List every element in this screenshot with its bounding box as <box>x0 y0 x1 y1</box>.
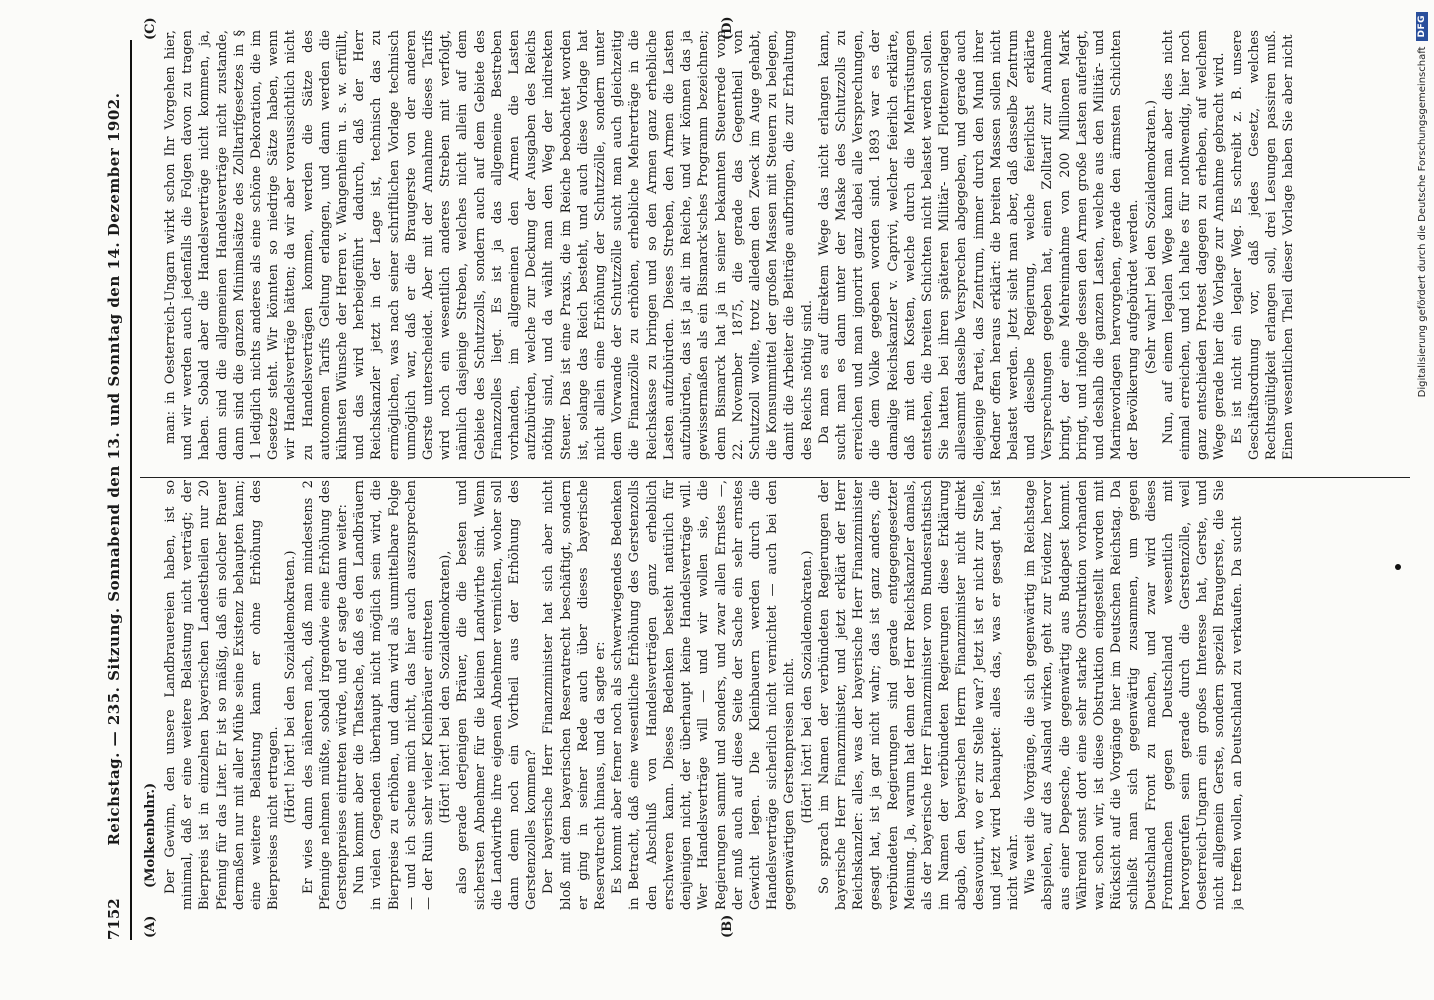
margin-dot <box>1395 564 1401 570</box>
margin-label-a: (A) <box>143 915 158 938</box>
paragraph: Wie weit die Vorgänge, die sich gegenwärtig im Reichstage abspielen, auf das Ausland wirken, geht zur Evidenz hervor aus einer Depesche, die gegenwärtig aus Budapest kommt. Während sonst dort eine sehr starke Obstruktion vorhanden war, schon wir, ist diese Obstruktion eingestellt worden mit Rücksicht auf die Vorgänge hier im Deutschen Reichstag. Da schließt man sich gegenwärtig zusammen, um gegen Deutschland Front zu machen, und zwar wird dieses Frontmachen gegen Deutschland wesentlich mit hervorgerufen sein gerade durch die Gerstenzölle, weil Oesterreich-Ungarn ein großes Interesse hat, Gerste, und nicht allgemein Gerste, sondern speziell Braugerste, die Sie ja treffen wollen, an Deutschland zu verkaufen. Da sucht <box>1023 480 1245 910</box>
paragraph: (Hört! hört! bei den Sozialdemokraten.) <box>799 550 815 824</box>
credit-line <box>1410 0 1434 1000</box>
column-divider <box>140 477 1410 478</box>
paragraph: Da man es auf direktem Wege das nicht erlangen kann, sucht man es dann unter der Maske des Schutzzolls zu erreichen und man ignorirt ganz dabei alle Versprechungen, die dem Volke gegeben worden sind. 1893 war es der damalige Reichskanzler v. Caprivi, welcher feierlich erklärte, daß mit den Kosten, welche durch die Mehrrüstungen entstehen, die breiten Schichten nicht belastet werden sollen. Sie hatten bei ihren späteren Militär- und Flottenvorlagen allesammt dasselbe Versprechen abgegeben, und gerade auch diejenige Partei, das Zentrum, immer durch den Mund ihrer Redner offen heraus erklärt: die breiten Massen sollen nicht belastet werden. Jetzt sieht man aber, daß dasselbe Zentrum und dieselbe Regierung, welche feierlichst erklärte Versprechungen gegeben hat, einen Zolltarif zur Annahme bringt, der eine Mehreinnahme von 200 Millionen Mark bringt, und infolge dessen den Armen große Lasten auferlegt, und deshalb die ganzen Lasten, welche aus den Militär- und Marinevorlagen hervorgehen, gerade den ärmsten Schichten der Bevölkerung aufgebürdet werden. <box>816 30 1142 460</box>
paragraph: Nun kommt aber die Thatsache, daß es den Landbräuern in vielen Gegenden überhaupt nicht möglich sein wird, die Bierpreise zu erhöhen, und dann wird als unmittelbare Folge — und ich scheue mich nicht, das hier auch auszusprechen — der Ruin sehr vieler Kleinbräuer eintreten <box>352 480 437 910</box>
right-column <box>162 30 1402 460</box>
dfg-logo: DFG <box>1416 12 1428 41</box>
page-number: 7152 <box>105 898 123 940</box>
paragraph: Der Gewinn, den unsere Landbrauereien haben, ist so minimal, daß er eine weitere Belastung nicht verträgt; der Bierpreis ist in einzelnen bayerischen Landestheilen nur 20 Pfennig für das Liter. Er ist so mäßig, daß ein solcher Brauer dermaßen nur mit aller Mühe seine Existenz behaupten kann; eine weitere Belastung kann er ohne Erhöhung des Bierpreises nicht ertragen. <box>163 480 282 910</box>
paragraph: Es kommt aber ferner noch als schwerwiegendes Bedenken in Betracht, daß eine wesentliche Erhöhung des Gerstenzolls den Abschluß von Handelsverträgen ganz erheblich erschweren kann. Dieses Bedenken besteht natürlich für denjenigen nicht, der überhaupt keine Handelsverträge will. Wer Handelsverträge will — und wir wollen sie, die Regierungen sammt und sonders, und zwar allen Ernstes —, der muß auch auf diese Seite der Sache ein sehr ernstes Gewicht legen. Die Kleinbauern werden durch die Handelsverträge sicherlich nicht vernichtet — auch bei den gegenwärtigen Gerstenpreisen nicht. <box>610 480 798 910</box>
paragraph: Er wies dann des näheren nach, daß man mindestens 2 Pfennige nehmen müßte, sobald irgendwie eine Erhöhung des Gerstenpreises eintreten würde, und er sagte dann weiter: <box>300 480 351 910</box>
paragraph: man: in Oesterreich-Ungarn wirkt schon Ihr Vorgehen hier, und wir werden auch jedenfalls die Folgen davon zu tragen haben. Sobald aber die Handelsverträge nicht kommen, ja, dann sind die allgemeinen Handelsverträge nicht zustande, dann sind die ganzen Minimalsätze des Zolltarifgesetzes in § 1 lediglich nichts anderes als eine schöne Dekoration, die im Gesetze steht. Wir könnten so niedrige Sätze haben, wenn wir Handelsverträge hätten; da wir aber voraussichtlich nicht zu Handelsverträgen kommen, werden die Sätze des autonomen Tarifs Geltung erlangen, und dann werden die kühnsten Wünsche der Herren v. Wangenheim u. s. w. erfüllt, und das wird herbeigeführt dadurch, daß der Herr Reichskanzler jetzt in der Lage ist, technisch das zu ermöglichen, was nach seiner schriftlichen Vorlage technisch unmöglich war, daß er die Braugerste von der anderen Gerste unterscheidet. Aber mit der Annahme dieses Tarifs wird noch ein wesentlich anderes Streben mit verfolgt, nämlich dasjenige Streben, welches nicht allein auf dem Gebiete des Schutzzolls, sondern auch auf dem Gebiete des Finanzzolles liegt. Es ist ja das allgemeine Bestreben vorhanden, im allgemeinen den Armen die Lasten aufzubürden, welche zur Deckung der Ausgaben des Reichs nöthig sind, und da wählt man den Weg der indirekten Steuer. Das ist eine Praxis, die im Reiche beobachtet worden ist, solange das Reich besteht, und auch diese Vorlage hat nicht allein eine Erhöhung der Schutzzölle, sondern unter dem Vorwande der Schutzzölle sucht man auch gleichzeitig die Finanzzölle zu erhöhen, erhebliche Mehrerträge in die Reichskasse zu bringen und so den Armen ganz erhebliche Lasten aufzubürden. Dieses Streben, den Armen die Lasten aufzubürden, das ist ja alt im Reiche, und wir können das ja gewissermaßen als ein Bismarck'sches Programm bezeichnen; denn Bismarck hat ja in seiner bekannten Steuerrede vom 22. November 1875, die gerade das Gegentheil von Schutzzoll wollte, trotz alledem den Zweck im Auge gehabt, die Konsummittel der großen Massen mit Steuern zu belegen, damit die Arbeiter die Beiträge aufbringen, die zur Erhaltung des Reichs nöthig sind. <box>163 30 815 460</box>
paragraph: also gerade derjenigen Bräuer, die die besten und sichersten Abnehmer für die kleinen Landwirthe sind. Wenn die Landwirthe ihre eigenen Abnehmer vernichten, woher soll dann denn noch ein Vortheil aus der Erhöhung des Gerstenzolles kommen? <box>455 480 540 910</box>
paragraph: (Sehr wahr! bei den Sozialdemokraten.) <box>1143 99 1159 375</box>
speaker-label: (Molkenbuhr.) <box>143 782 158 888</box>
left-column <box>162 480 1402 910</box>
paragraph: Der bayerische Herr Finanzminister hat sich aber nicht bloß mit dem bayerischen Reservatrecht beschäftigt, sondern er ging in seiner Rede auch über dieses bayerische Reservatrecht hinaus, und da sagte er: <box>541 480 609 910</box>
header-rule <box>130 40 132 940</box>
page-header <box>100 40 128 940</box>
credit-text: Digitalisierung gefördert durch die Deutsche Forschungsgemeinschaft <box>1416 46 1428 398</box>
paragraph: So sprach im Namen der verbündeten Regierungen der bayerische Herr Finanzminister, und jetzt erklärt der Herr Reichskanzler: alles, was der bayerische Herr Finanzminister gesagt hat, ist ja gar nicht wahr; das ist ganz anders, die verbündeten Regierungen sind gerade entgegengesetzter Meinung. Ja, warum hat denn der Herr Reichskanzler damals, als der bayerische Herr Finanzminister vom Bundesrathstisch im Namen der verbündeten Regierungen diese Erklärung abgab, den bayerischen Herrn Finanzminister nicht direkt desavouirt, wo er zur Stelle war? Jetzt ist er nicht zur Stelle, und jetzt wird behauptet: alles das, was er gesagt hat, ist nicht wahr. <box>816 480 1021 910</box>
page-title: Reichstag. — 235. Sitzung. Sonnabend den 13. und Sonntag den 14. Dezember 1902. <box>105 92 123 846</box>
paragraph: Nun, auf einem legalen Wege kann man aber dies nicht einmal erreichen, und ich halte es für nothwendig, hier noch ganz entschieden Protest dagegen zu erheben, auf welchem Wege gerade hier die Vorlage zur Annahme gebracht wird. <box>1160 30 1228 460</box>
margin-label-d: (D) <box>720 16 735 40</box>
paragraph: (Hört! hört! bei den Sozialdemokraten.) <box>283 550 299 824</box>
margin-label-c: (C) <box>143 17 158 40</box>
credit-strip <box>1410 0 1434 1000</box>
paragraph: Es ist nicht ein legaler Weg. Es schreibt z. B. unsere Geschäftsordnung vor, daß jedes Gesetz, welches Rechtsgültigkeit erlangen soll, drei Lesungen passiren muß. Einen wesentlichen Theil dieser Vorlage haben Sie aber nicht <box>1229 30 1297 460</box>
margin-label-b: (B) <box>720 914 735 938</box>
paragraph: (Hört! hört! bei den Sozialdemokraten), <box>438 550 454 824</box>
